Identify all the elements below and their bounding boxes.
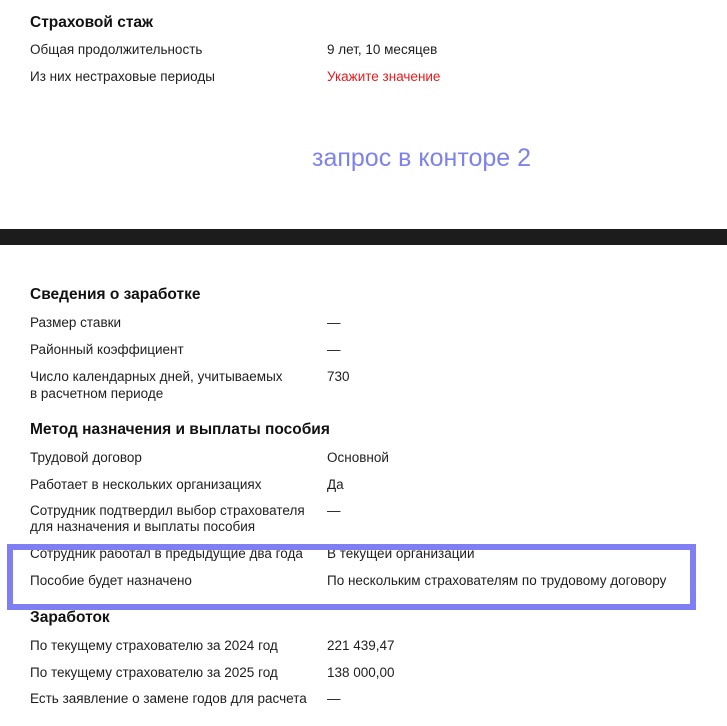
value-year-replacement-application: — [327, 691, 341, 706]
label-benefit-assigned: Пособие будет назначено [30, 573, 192, 588]
annotation-note: запрос в конторе 2 [312, 144, 532, 172]
label-calendar-days-line1: Число календарных дней, учитываемых [30, 369, 283, 384]
label-earnings-2025: По текущему страхователю за 2025 год [30, 665, 278, 680]
value-calendar-days: 730 [327, 369, 350, 384]
label-insurer-choice-line1: Сотрудник подтвердил выбор страхователя [30, 503, 305, 518]
label-employment-contract: Трудовой договор [30, 450, 142, 465]
specify-value-link[interactable]: Укажите значение [327, 69, 441, 84]
label-total-duration: Общая продолжительность [30, 42, 203, 57]
label-insurer-choice-line2: для назначения и выплаты пособия [30, 519, 256, 534]
value-employment-contract: Основной [327, 450, 389, 465]
value-regional-coefficient: — [327, 342, 341, 357]
label-multiple-organizations: Работает в нескольких организациях [30, 477, 262, 492]
section-title-earnings: Заработок [30, 609, 110, 626]
label-previous-two-years: Сотрудник работал в предыдущие два года [30, 546, 303, 561]
value-earnings-2025: 138 000,00 [327, 665, 395, 680]
value-insurer-choice: — [327, 503, 341, 518]
section-title-insurance-record: Страховой стаж [30, 14, 154, 31]
label-calendar-days-line2: в расчетном периоде [30, 386, 164, 401]
value-total-duration: 9 лет, 10 месяцев [327, 42, 438, 57]
annotation-highlight-box [7, 544, 696, 610]
value-benefit-assigned: По нескольким страхователям по трудовому договору [327, 573, 667, 588]
label-year-replacement-application: Есть заявление о замене годов для расчета [30, 691, 307, 706]
label-rate-size: Размер ставки [30, 315, 122, 330]
value-previous-two-years: В текущей организации [327, 546, 475, 561]
label-non-insurance-periods: Из них нестраховые периоды [30, 69, 215, 84]
value-multiple-organizations: Да [327, 477, 344, 492]
screenshot-divider [0, 229, 727, 245]
value-rate-size: — [327, 315, 341, 330]
label-earnings-2024: По текущему страхователю за 2024 год [30, 638, 278, 653]
section-title-earnings-info: Сведения о заработке [30, 286, 201, 303]
label-regional-coefficient: Районный коэффициент [30, 342, 184, 357]
section-title-benefit-method: Метод назначения и выплаты пособия [30, 421, 330, 438]
value-earnings-2024: 221 439,47 [327, 638, 395, 653]
